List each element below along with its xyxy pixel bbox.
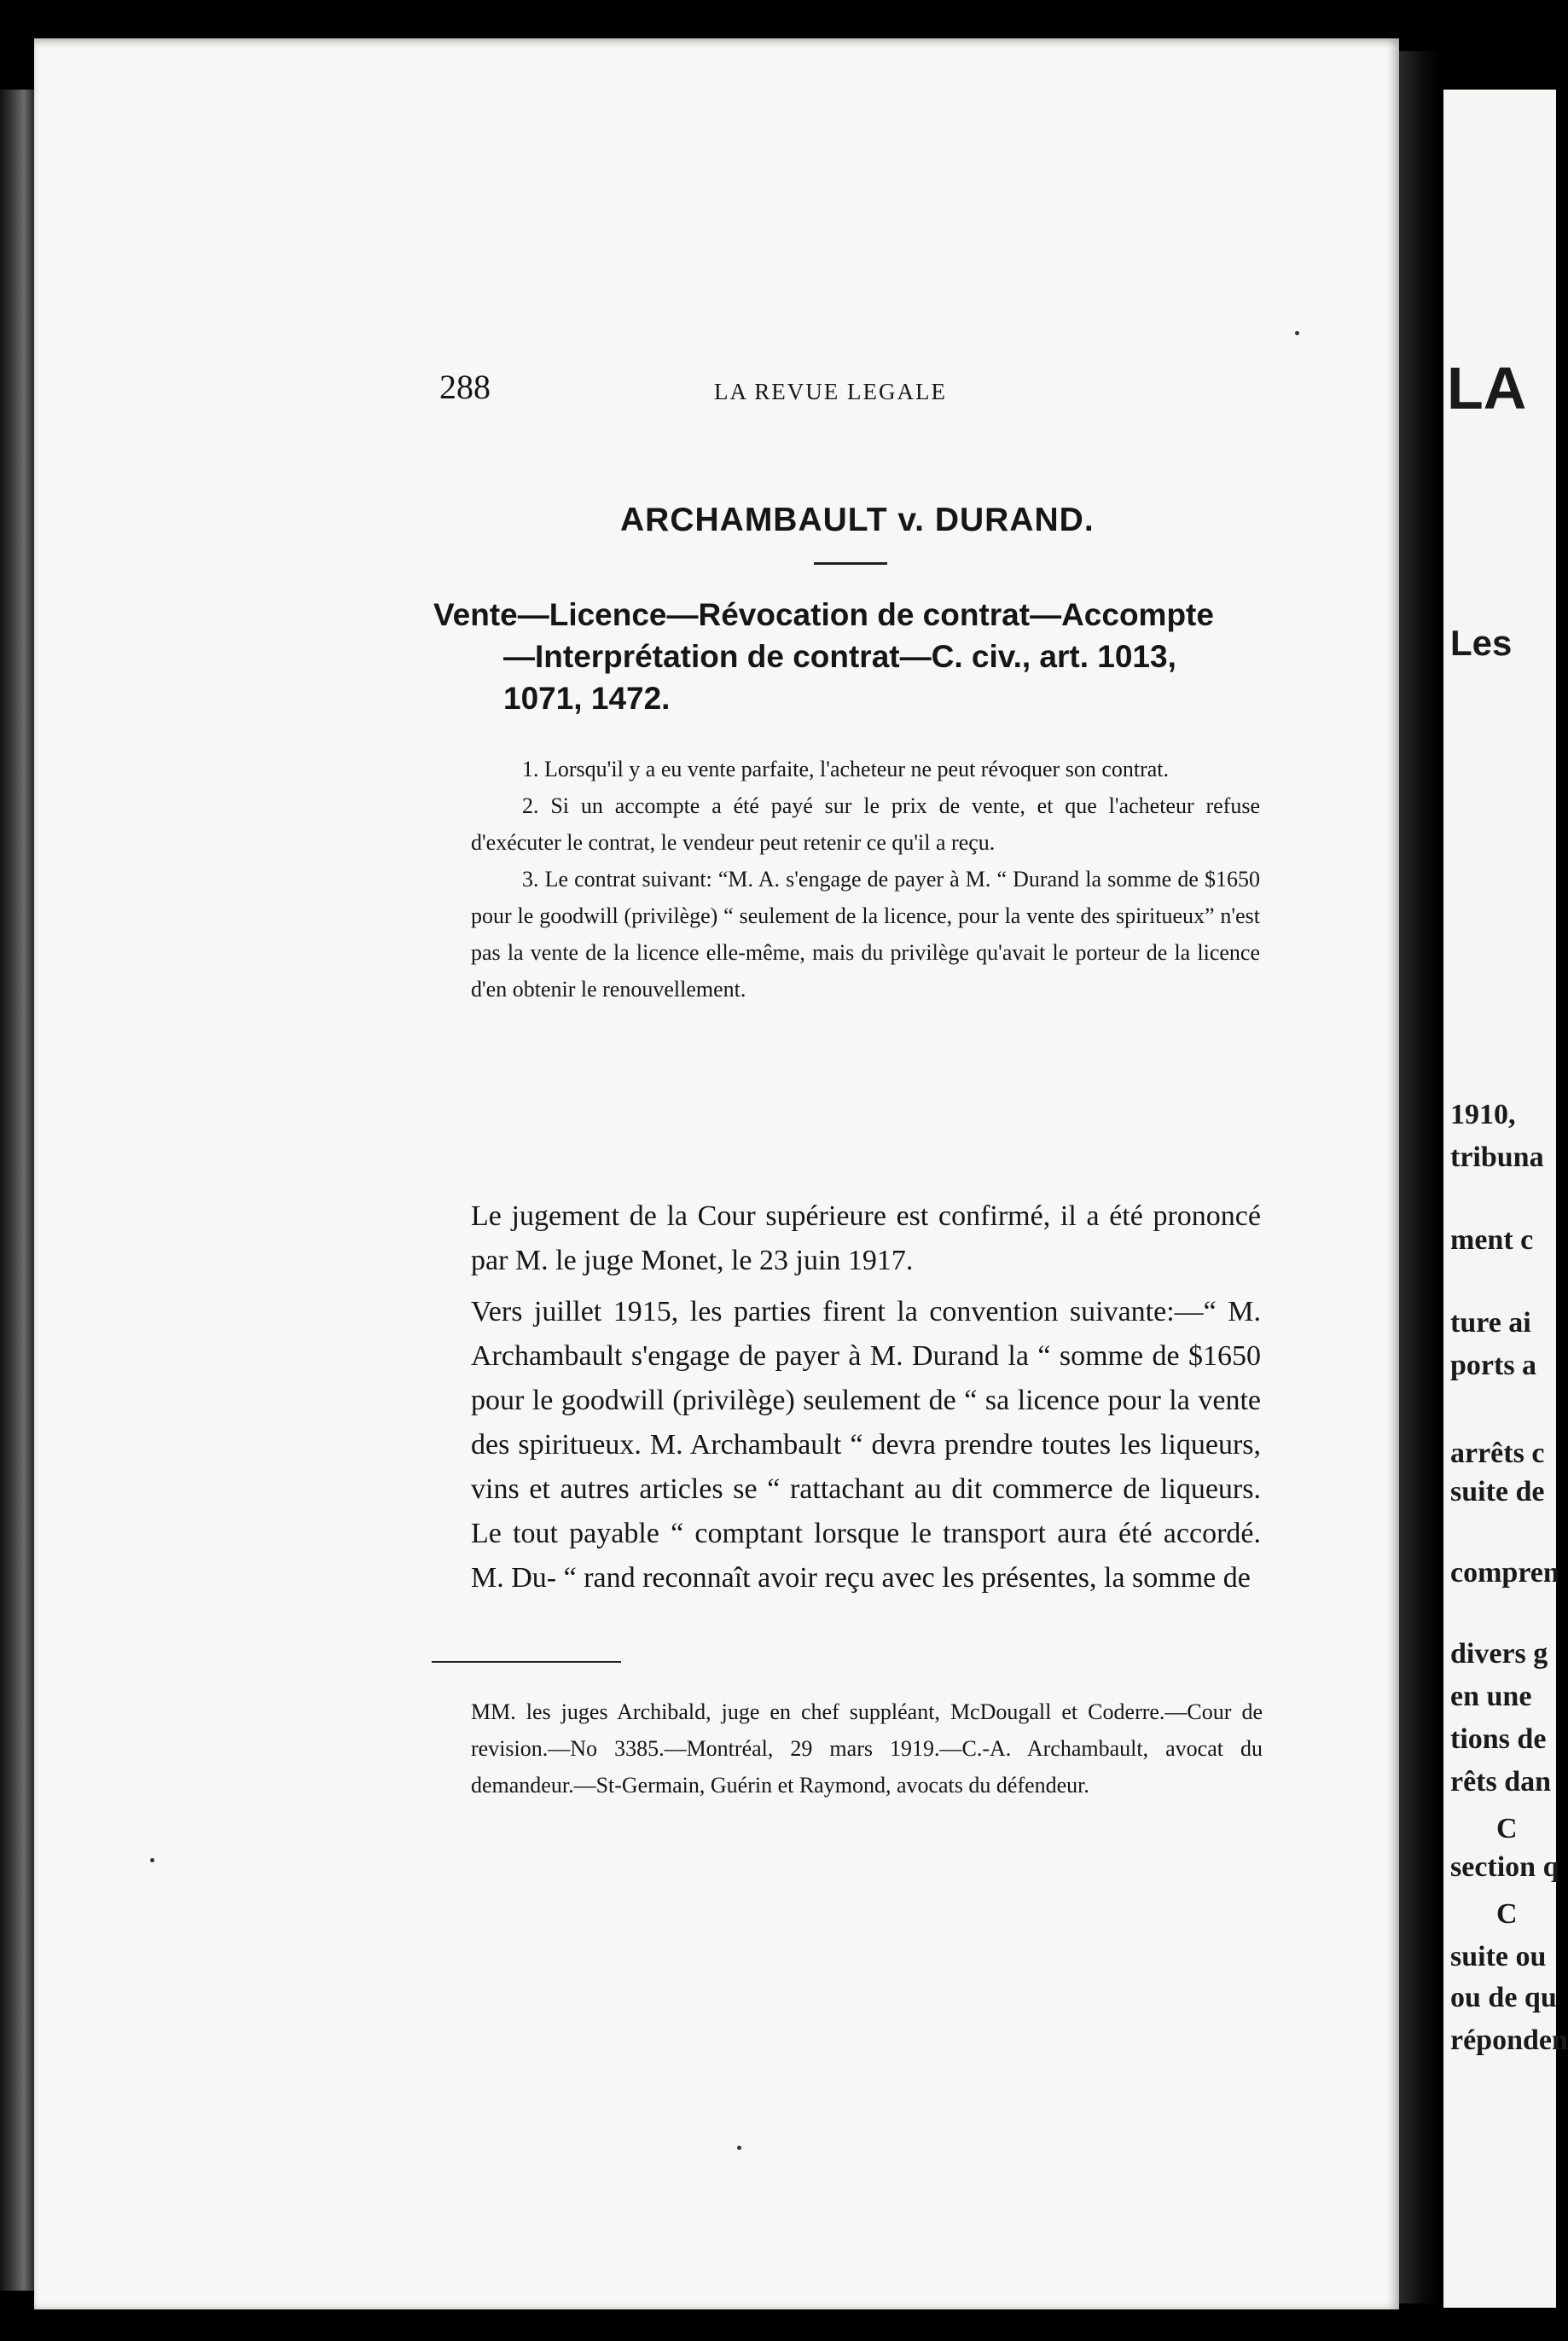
neighbor-fragment: 1910, xyxy=(1450,1099,1516,1130)
neighbor-fragment: réponden xyxy=(1450,2024,1568,2056)
neighbor-fragment: suite de xyxy=(1450,1476,1545,1507)
neighbor-fragment: Les xyxy=(1450,623,1513,663)
keywords-heading xyxy=(433,594,1263,719)
running-head: LA REVUE LEGALE xyxy=(714,379,947,404)
neighbor-fragment: ment c xyxy=(1450,1224,1534,1256)
summary-paragraph: 1. Lorsqu'il y a eu vente parfaite, l'acheteur ne peut révoquer son contrat. xyxy=(522,757,1170,781)
body-paragraph: Vers juillet 1915, les parties firent la convention suivante:—“ M. Archambault s'engage de payer à M. Durand la “ somme de $1650 pour le goodwill (privilège) seulement de “ sa licence pour la vente des spiritueux. M. Archambault “ devra prendre toutes les liqueurs, vins et autres articles se “ rattachant au dit commerce de liqueurs. Le tout payable “ comptant lorsque le transport aura été accordé. M. Du- “ rand reconnaît avoir reçu avec les présentes, la somme de xyxy=(471,1296,1261,1594)
neighbor-fragment: section q xyxy=(1450,1851,1559,1883)
headnote-summary xyxy=(471,751,1260,1008)
neighbor-fragment: C xyxy=(1496,1813,1518,1844)
neighbor-fragment: ture ai xyxy=(1450,1307,1531,1339)
neighbor-fragment: C xyxy=(1496,1898,1518,1930)
body-paragraph: Le jugement de la Cour supérieure est confirmé, il a été prononcé par M. le juge Monet, le 23 juin 1917. xyxy=(471,1200,1261,1276)
neighbor-fragment: en une xyxy=(1450,1681,1532,1712)
footnote: MM. les juges Archibald, juge en chef suppléant, McDougall et Coderre.—Cour de revision.—No 3385.—Montréal, 29 mars 1919.—C.-A. Archambault, avocat du demandeur.—St-Germain, Guérin et Raymond, avocats du défendeur. xyxy=(471,1699,1263,1798)
neighbor-fragment: divers g xyxy=(1450,1638,1548,1670)
neighbor-fragment: tribuna xyxy=(1450,1141,1544,1173)
neighbor-fragment: ports a xyxy=(1450,1350,1537,1381)
page-number: 288 xyxy=(439,368,491,406)
title-rule xyxy=(814,562,887,565)
neighbor-fragment: suite ou xyxy=(1450,1941,1547,1972)
keywords-line: 1071, 1472. xyxy=(503,681,671,716)
book-spine-edge xyxy=(0,90,34,2291)
judgment-body xyxy=(471,1194,1261,1600)
scan-speck xyxy=(737,2146,741,2150)
summary-paragraph: 3. Le contrat suivant: “M. A. s'engage de payer à M. “ Durand la somme de $1650 pour le goodwill (privilège) “ seulement de la licence, pour la vente des spiritueux” n'est pas la vente de la licence elle-même, mais du privilège qu'avait le porteur de la licence d'en obtenir le renouvellement. xyxy=(471,867,1260,1002)
keywords-line: Vente—Licence—Révocation de contrat—Accompte xyxy=(433,597,1214,632)
keywords-line: —Interprétation de contrat—C. civ., art. 1013, xyxy=(503,639,1176,674)
scan-speck xyxy=(150,1858,154,1862)
neighbor-fragment: compren xyxy=(1450,1557,1559,1589)
neighbor-fragment: arrêts c xyxy=(1450,1438,1545,1469)
scan-speck xyxy=(1295,331,1299,335)
footnote-rule xyxy=(432,1661,621,1663)
neighbor-page xyxy=(1443,90,1568,2308)
page-gutter-shadow xyxy=(1399,51,1438,2303)
neighbor-fragment: rêts dan xyxy=(1450,1766,1552,1798)
neighbor-fragment: LA xyxy=(1447,355,1527,421)
neighbor-fragment: tions de xyxy=(1450,1723,1547,1755)
neighbor-fragment: ou de qu xyxy=(1450,1982,1557,2013)
summary-paragraph: 2. Si un accompte a été payé sur le prix de vente, et que l'acheteur refuse d'exécuter le contrat, le vendeur peut retenir ce qu'il a reçu. xyxy=(471,793,1260,855)
case-title: ARCHAMBAULT v. DURAND. xyxy=(620,502,1095,538)
